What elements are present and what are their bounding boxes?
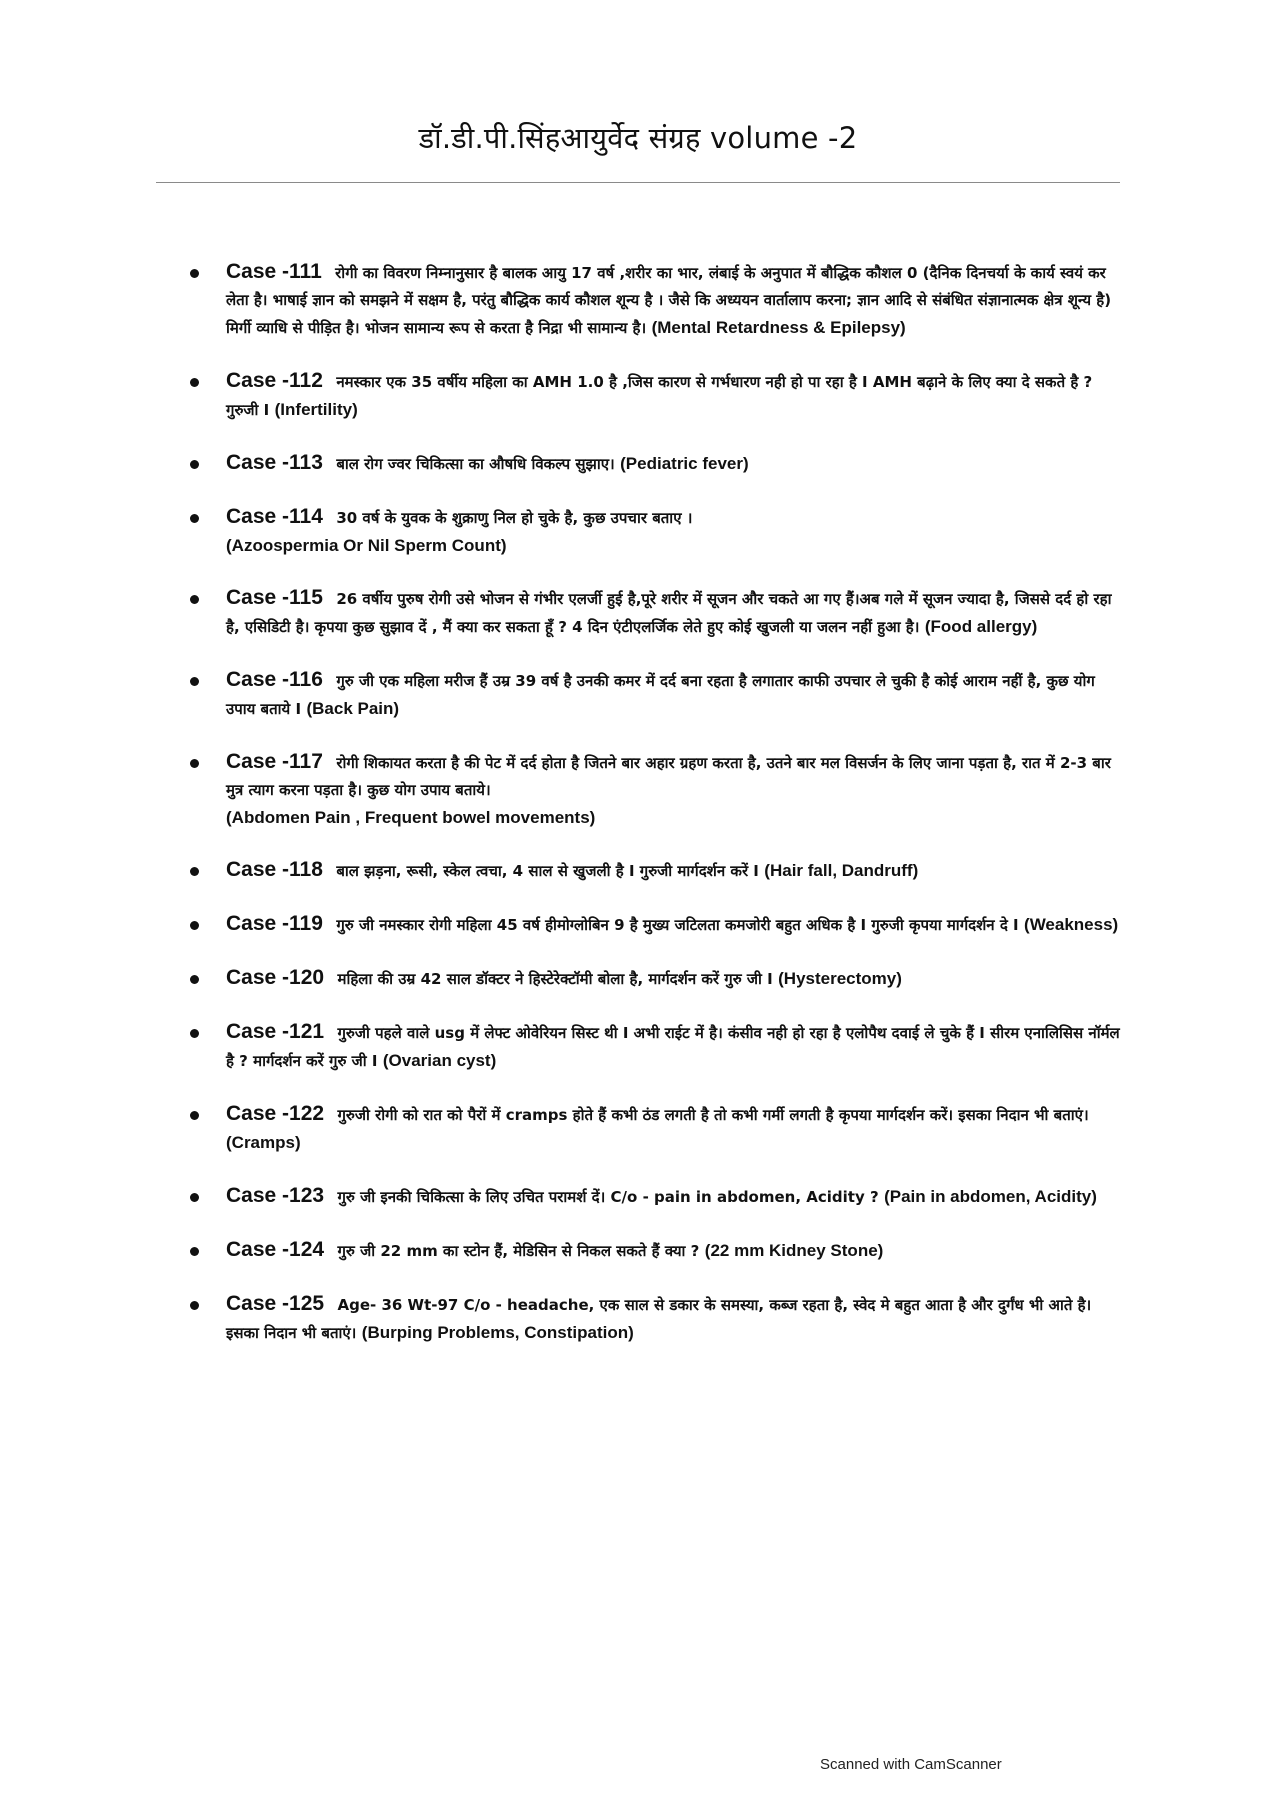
bullet-icon [190, 595, 199, 604]
case-description: 30 वर्ष के युवक के शुक्राणु निल हो चुके है, कुछ उपचार बताए । [336, 509, 693, 527]
case-label: Case -122 [226, 1102, 325, 1125]
case-label: Case -113 [226, 451, 323, 474]
case-item [190, 367, 1126, 424]
bullet-icon [190, 921, 199, 930]
case-diagnosis: (Azoospermia Or Nil Sperm Count) [226, 536, 507, 555]
case-item [190, 964, 1126, 993]
case-description: Age- 36 Wt-97 C/o - headache, एक साल से डकार के समस्या, कब्ज रहता है, स्वेद मे बहुत आता है और दुर्गंध भी आते है। इसका निदान भी बताएं। [226, 1296, 1092, 1342]
case-description: गुरु जी इनकी चिकित्सा के लिए उचित परामर्श दें। C/o - pain in abdomen, Acidity ? [337, 1188, 879, 1206]
scanner-watermark: Scanned with CamScanner [820, 1756, 1002, 1773]
case-label: Case -125 [226, 1292, 325, 1315]
case-label: Case -121 [226, 1020, 325, 1043]
case-item [190, 1100, 1126, 1157]
page-header [156, 118, 1120, 157]
bullet-icon [190, 867, 199, 876]
case-label: Case -123 [226, 1184, 325, 1207]
case-description: नमस्कार एक 35 वर्षीय महिला का AMH 1.0 है ,जिस कारण से गर्भधारण नही हो पा रहा है I AMH बढ़ाने के लिए क्या दे सकते है ? गुरुजी I [226, 373, 1093, 419]
case-diagnosis: (Hysterectomy) [778, 969, 902, 988]
header-divider [156, 182, 1120, 183]
case-label: Case -124 [226, 1238, 325, 1261]
case-description: महिला की उम्र 42 साल डॉक्टर ने हिस्टेरेक्टॉमी बोला है, मार्गदर्शन करें गुरु जी I [337, 970, 773, 988]
case-diagnosis: (Hair fall, Dandruff) [764, 861, 919, 880]
case-item [190, 1290, 1126, 1347]
bullet-icon [190, 269, 199, 278]
case-diagnosis: (Back Pain) [306, 699, 400, 718]
case-label: Case -117 [226, 750, 323, 773]
case-description: रोगी का विवरण निम्नानुसार है बालक आयु 17 वर्ष ,शरीर का भार, लंबाई के अनुपात में बौद्धिक कौशल 0 (दैनिक दिनचर्या के कार्य स्वयं कर लेता है। भाषाई ज्ञान को समझने में सक्षम है, परंतु बौद्धिक कार्य कौशल शून्य है । जैसे कि अध्ययन वार्तालाप करना; ज्ञान आदि से संबंधित संज्ञानात्मक क्षेत्र शून्य है) मिर्गी व्याधि से पीड़ित है। भोजन सामान्य रूप से करता है निद्रा भी सामान्य है। [226, 264, 1112, 337]
case-label: Case -111 [226, 260, 322, 283]
bullet-icon [190, 1193, 199, 1202]
case-label: Case -118 [226, 858, 323, 881]
case-diagnosis: (22 mm Kidney Stone) [704, 1241, 884, 1260]
case-description: गुरु जी नमस्कार रोगी महिला 45 वर्ष हीमोग्लोबिन 9 है मुख्य जटिलता कमजोरी बहुत अधिक है I गुरुजी कृपया मार्गदर्शन दे I [336, 916, 1019, 934]
case-description: 26 वर्षीय पुरुष रोगी उसे भोजन से गंभीर एलर्जी हुई है,पूरे शरीर में सूजन और चकते आ गए हैं।अब गले में सूजन ज्यादा है, जिससे दर्द हो रहा है, एसिडिटी है। कृपया कुछ सुझाव दें , मैं क्या कर सकता हूँ ? 4 दिन एंटीएलर्जिक लेते हुए कोई खुजली या जलन नहीं हुआ है। [226, 590, 1112, 636]
bullet-icon [190, 975, 199, 984]
page-title: डॉ.डी.पी.सिंहआयुर्वेद संग्रह volume -2 [418, 121, 858, 155]
bullet-icon [190, 677, 199, 686]
case-diagnosis: (Ovarian cyst) [382, 1051, 497, 1070]
case-diagnosis: (Food allergy) [924, 617, 1038, 636]
case-diagnosis: (Pediatric fever) [620, 454, 749, 473]
case-diagnosis: (Abdomen Pain , Frequent bowel movements) [226, 808, 596, 827]
case-diagnosis: (Pain in abdomen, Acidity) [884, 1187, 1097, 1206]
case-item [190, 584, 1126, 641]
case-item [190, 1018, 1126, 1075]
case-item [190, 1236, 1126, 1265]
case-label: Case -119 [226, 912, 323, 935]
case-label: Case -120 [226, 966, 325, 989]
case-item [190, 503, 1126, 559]
case-description: गुरु जी 22 mm का स्टोन हैं, मेडिसिन से निकल सकते हैं क्या ? [337, 1242, 700, 1260]
bullet-icon [190, 1301, 199, 1310]
case-diagnosis: (Mental Retardness & Epilepsy) [651, 318, 906, 337]
case-item [190, 1182, 1126, 1211]
case-item [190, 910, 1126, 939]
case-label: Case -114 [226, 505, 323, 528]
case-description: बाल रोग ज्वर चिकित्सा का औषधि विकल्प सुझाए। [336, 455, 615, 473]
bullet-icon [190, 514, 199, 523]
case-label: Case -115 [226, 586, 323, 609]
case-diagnosis: (Burping Problems, Constipation) [361, 1323, 634, 1342]
bullet-icon [190, 1247, 199, 1256]
case-item [190, 856, 1126, 885]
case-item [190, 258, 1126, 342]
bullet-icon [190, 1029, 199, 1038]
case-label: Case -116 [226, 668, 323, 691]
case-diagnosis: (Cramps) [226, 1133, 301, 1152]
case-item [190, 666, 1126, 723]
bullet-icon [190, 1111, 199, 1120]
case-item [190, 748, 1126, 831]
case-diagnosis: (Infertility) [274, 400, 358, 419]
case-description: बाल झड़ना, रूसी, स्केल त्वचा, 4 साल से खुजली है I गुरुजी मार्गदर्शन करें I [336, 862, 759, 880]
case-description: गुरुजी रोगी को रात को पैरों में cramps होते हैं कभी ठंड लगती है तो कभी गर्मी लगती है कृपया मार्गदर्शन करें। इसका निदान भी बताएं। [337, 1106, 1089, 1124]
case-description: गुरुजी पहले वाले usg में लेफ्ट ओवेरियन सिस्ट थी I अभी राईट में है। कंसीव नही हो रहा है एलोपैथ दवाई ले चुके हैं I सीरम एनालिसिस नॉर्मल है ? मार्गदर्शन करें गुरु जी I [226, 1024, 1120, 1070]
bullet-icon [190, 378, 199, 387]
case-item [190, 449, 1126, 478]
case-list [190, 258, 1126, 1372]
bullet-icon [190, 759, 199, 768]
bullet-icon [190, 460, 199, 469]
case-label: Case -112 [226, 369, 323, 392]
case-description: रोगी शिकायत करता है की पेट में दर्द होता है जितने बार अहार ग्रहण करता है, उतने बार मल विसर्जन के लिए जाना पड़ता है, रात में 2-3 बार मुत्र त्याग करना पड़ता है। कुछ योग उपाय बताये। [226, 754, 1111, 799]
case-diagnosis: (Weakness) [1024, 915, 1119, 934]
case-description: गुरु जी एक महिला मरीज हैं उम्र 39 वर्ष है उनकी कमर में दर्द बना रहता है लगातार काफी उपचार ले चुकी है कोई आराम नहीं है, कुछ योग उपाय बताये I [226, 672, 1095, 718]
